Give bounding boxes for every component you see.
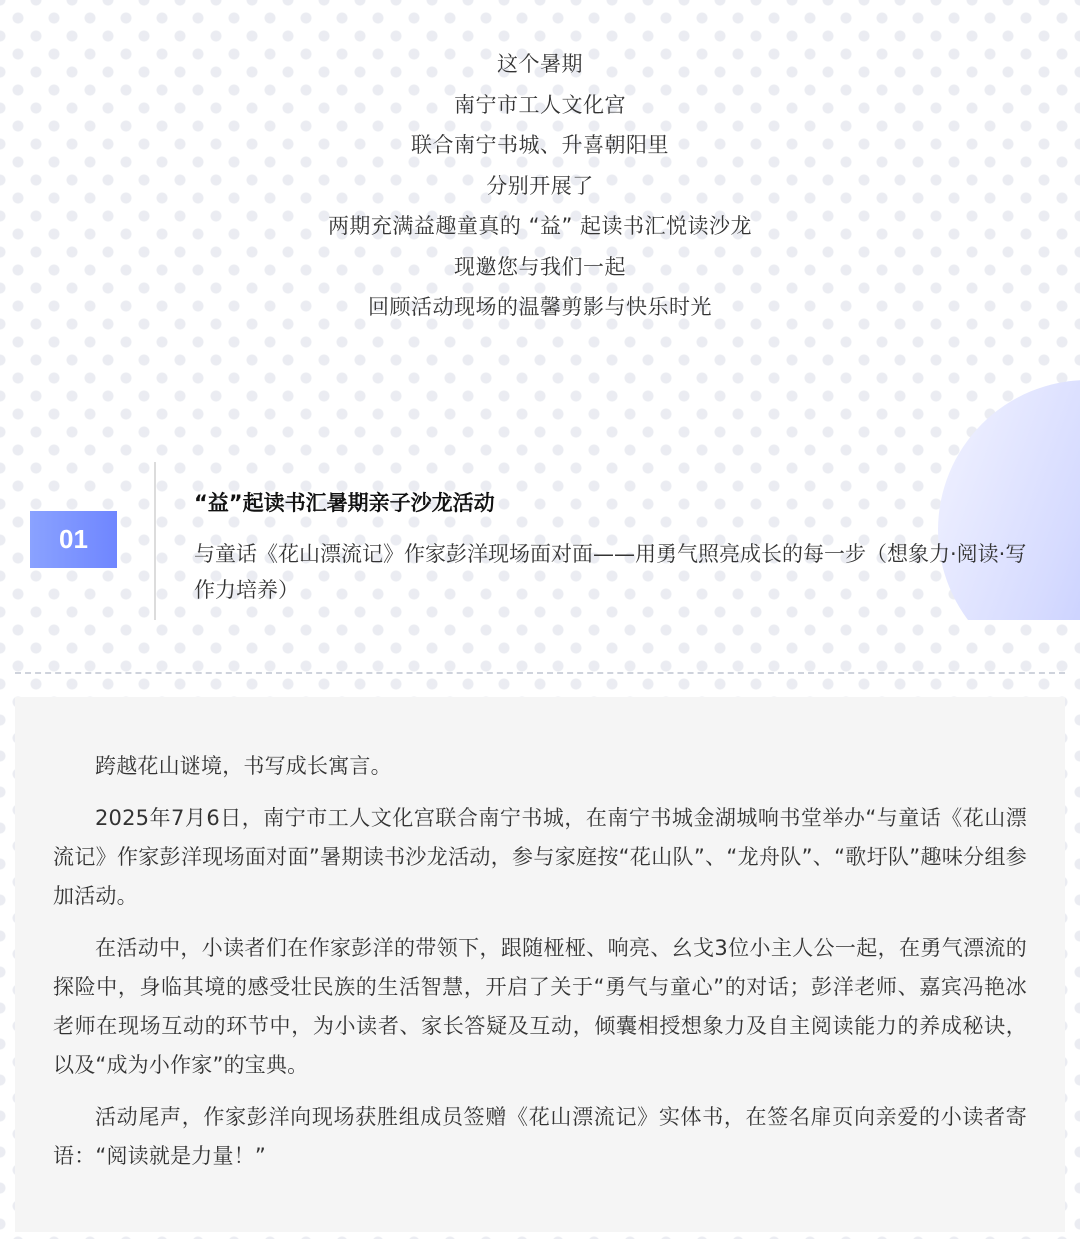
section-number-badge: 01	[30, 511, 117, 568]
article-paragraph: 跨越花山谜境，书写成长寓言。	[95, 754, 392, 778]
intro-line: 联合南宁书城、升喜朝阳里	[411, 133, 669, 157]
vertical-divider	[154, 462, 156, 620]
article-paragraph: 2025年7月6日，南宁市工人文化宫联合南宁书城，在南宁书城金湖城响书堂举办“与童话《花山漂流记》作家彭洋现场面对面”暑期读书沙龙活动，参与家庭按“花山队”、“龙舟队”、“歌圩队”趣味分组参加活动。	[53, 806, 1027, 908]
intro-block	[0, 44, 1080, 328]
intro-line: 南宁市工人文化宫	[454, 92, 626, 117]
section-subtitle: 与童话《花山漂流记》作家彭洋现场面对面——用勇气照亮成长的每一步（想象力·阅读·写作力培养）	[194, 542, 1027, 602]
article-body	[15, 697, 1065, 1232]
dashed-separator	[15, 672, 1065, 674]
section-header	[0, 460, 1080, 622]
intro-line: 分别开展了	[486, 173, 594, 198]
intro-line: 回顾活动现场的温馨剪影与快乐时光	[368, 295, 712, 319]
intro-line: 这个暑期	[497, 52, 583, 76]
article-paragraph: 活动尾声，作家彭洋向现场获胜组成员签赠《花山漂流记》实体书，在签名扉页向亲爱的小读者寄语：“阅读就是力量！”	[53, 1105, 1027, 1168]
intro-line: 现邀您与我们一起	[454, 254, 626, 279]
intro-line: 两期充满益趣童真的 “益” 起读书汇悦读沙龙	[327, 214, 753, 238]
section-title: “益”起读书汇暑期亲子沙龙活动	[194, 491, 495, 515]
article-paragraph: 在活动中，小读者们在作家彭洋的带领下，跟随桠桠、响亮、幺戈3位小主人公一起，在勇气漂流的探险中，身临其境的感受壮民族的生活智慧，开启了关于“勇气与童心”的对话；彭洋老师、嘉宾冯艳冰老师在现场互动的环节中，为小读者、家长答疑及互动，倾囊相授想象力及自主阅读能力的养成秘诀，以及“成为小作家”的宝典。	[53, 936, 1027, 1077]
